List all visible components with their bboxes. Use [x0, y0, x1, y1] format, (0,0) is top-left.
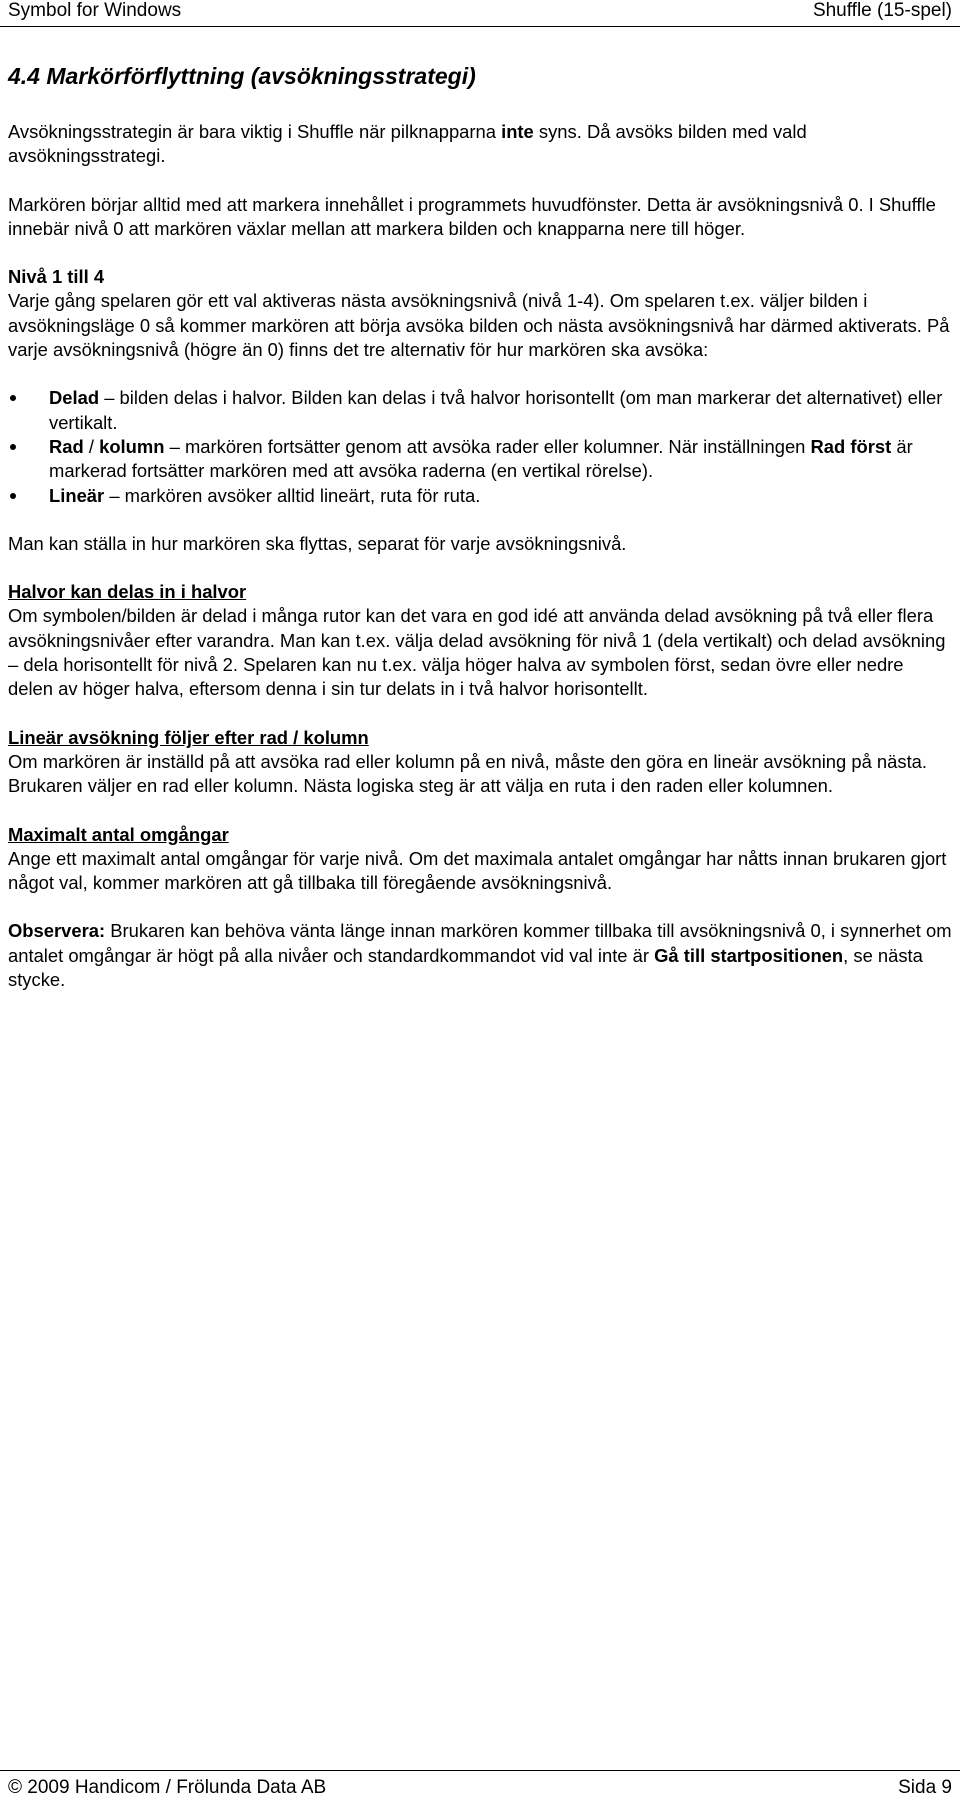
header-left: Symbol for Windows	[8, 0, 182, 21]
halves-heading: Halvor kan delas in i halvor	[8, 581, 247, 603]
term-separator: /	[83, 435, 100, 457]
levels-heading: Nivå 1 till 4	[8, 266, 105, 288]
list-item-linear	[8, 484, 952, 508]
max-rounds-section	[8, 823, 952, 896]
note-term: Gå till startpositionen	[654, 944, 844, 966]
header-right: Shuffle (15-spel)	[812, 0, 952, 21]
list-item-rad-kolumn	[8, 435, 952, 484]
intro-text-a: Avsökningsstrategin är bara viktig i Shuffle när pilknapparna	[8, 121, 502, 142]
max-rounds-text: Ange ett maximalt antal omgångar för varje nivå. Om det maximala antalet omgångar har nåtts innan brukaren gjort något val, kommer markören att gå tillbaka till föregående avsökningsnivå.	[8, 847, 947, 894]
footer-page-number: Sida 9	[898, 1777, 952, 1798]
note-paragraph	[8, 919, 952, 992]
linear-text: Om markören är inställd på att avsöka rad eller kolumn på en nivå, måste den göra en lineär avsökning på nästa. Brukaren väljer en rad eller kolumn. Nästa logiska steg är att välja en ruta i den raden eller kolumnen.	[8, 750, 928, 797]
per-level-paragraph: Man kan ställa in hur markören ska flyttas, separat för varje avsökningsnivå.	[8, 532, 627, 554]
intro-text-c: syns. Då avsöks bilden med vald avsökningsstrategi.	[8, 121, 807, 167]
note-text-1: Brukaren kan behöva vänta länge innan markören kommer tillbaka till avsökningsnivå 0, i synnerhet om antalet omgångar är högt på alla nivåer och standardkommandot vid val inte är	[8, 920, 952, 966]
list-item-delad	[8, 386, 952, 435]
note-text-2: , se nästa stycke.	[8, 944, 923, 991]
page-header	[0, 0, 960, 27]
halves-text: Om symbolen/bilden är delad i många rutor kan det vara en god idé att använda delad avsökning på två eller flera avsökningsnivåer efter varandra. Man kan t.ex. välja delad avsökning för nivå 1 (dela vertikalt) och delad avsökning – dela horisontellt för nivå 2. Spelaren kan nu t.ex. välja höger halva av symbolen först, sedan övre eller nedre delen av höger halva, eftersom denna i sin tur delats in i två halvor horisontellt.	[8, 605, 946, 700]
text-rad-kolumn-2: är markerad fortsätter markören med att avsöka raderna (en vertikal rörelse).	[49, 435, 913, 482]
intro-emphasis: inte	[501, 121, 534, 142]
strategy-list	[8, 386, 952, 507]
text-rad-kolumn-1: – markören fortsätter genom att avsöka rader eller kolumner. När inställningen	[164, 435, 811, 457]
intro-paragraph-2: Markören börjar alltid med att markera innehållet i programmets huvudfönster. Detta är avsökningsnivå 0. I Shuffle innebär nivå 0 att markören växlar mellan att markera bilden och knapparna nere till höger.	[8, 193, 936, 239]
document-body	[8, 62, 952, 1016]
term-kolumn: kolumn	[99, 435, 165, 457]
page-footer	[0, 1770, 960, 1804]
levels-section	[8, 265, 952, 362]
term-linear: Lineär	[49, 484, 105, 506]
footer-copyright: © 2009 Handicom / Frölunda Data AB	[8, 1777, 327, 1798]
term-delad: Delad	[49, 387, 100, 409]
max-rounds-heading: Maximalt antal omgångar	[8, 823, 229, 845]
linear-section	[8, 726, 952, 799]
term-rad: Rad	[49, 435, 84, 457]
note-label: Observera:	[8, 920, 106, 942]
section-title: 4.4 Markörförflyttning (avsökningsstrategi)	[8, 63, 476, 89]
term-rad-forst: Rad först	[810, 435, 892, 457]
halves-section	[8, 580, 952, 701]
text-delad: – bilden delas i halvor. Bilden kan delas i två halvor horisontellt (om man markerar det alternativet) eller vertikalt.	[49, 387, 943, 433]
levels-text: Varje gång spelaren gör ett val aktiveras nästa avsökningsnivå (nivå 1-4). Om spelaren t.ex. väljer bilden i avsökningsläge 0 så kommer markören att börja avsöka bilden och nästa avsökningsnivå har därmed aktiverats. På varje avsökningsnivå (högre än 0) finns det tre alternativ för hur markören ska avsöka:	[8, 290, 950, 361]
text-linear: – markören avsöker alltid lineärt, ruta för ruta.	[104, 484, 481, 506]
linear-heading: Lineär avsökning följer efter rad / kolumn	[8, 726, 369, 748]
intro-paragraph-1	[8, 120, 952, 169]
